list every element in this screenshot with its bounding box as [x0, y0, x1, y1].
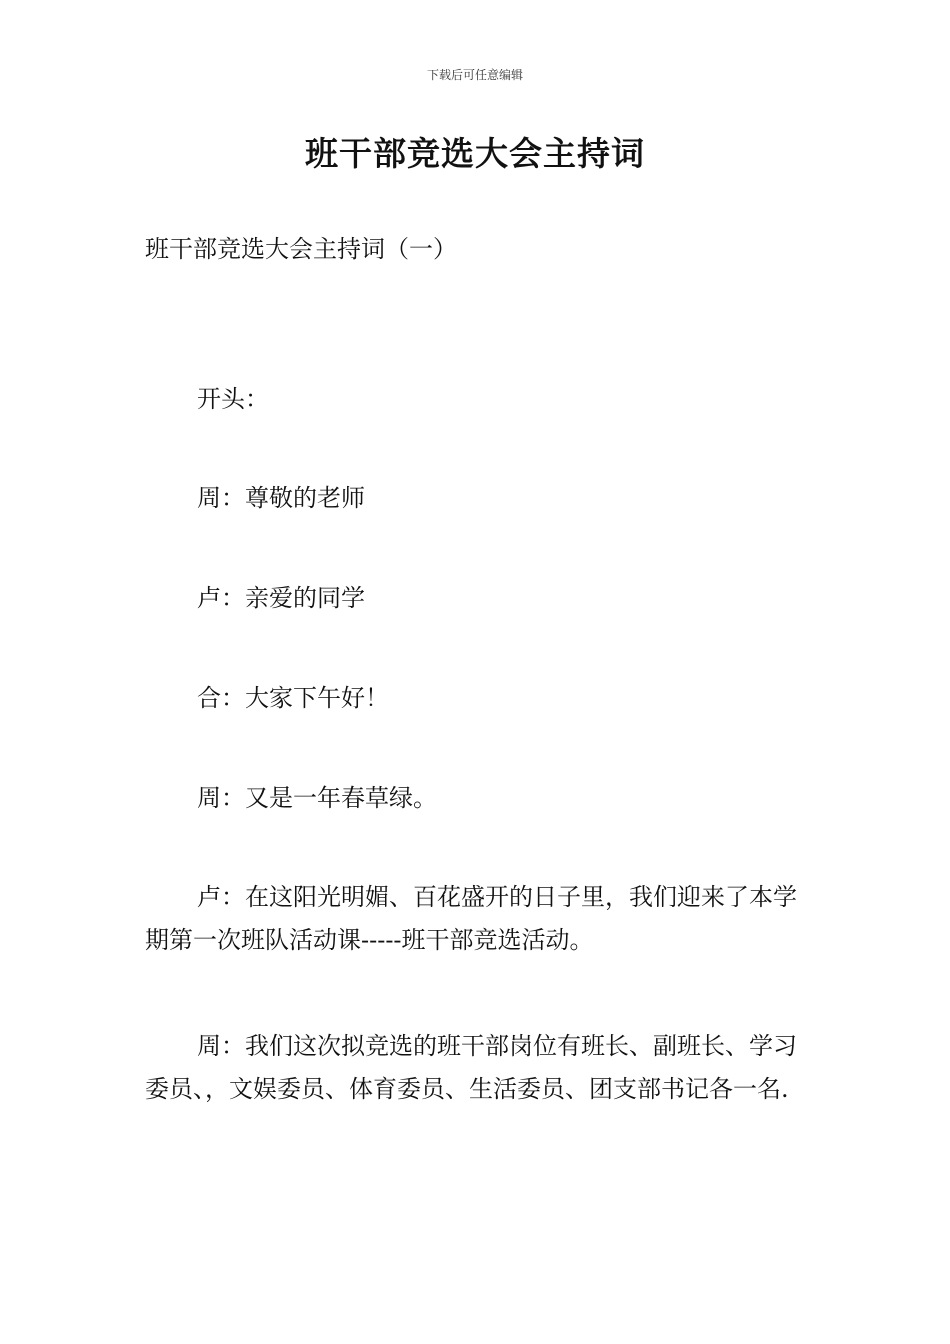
header-note: 下载后可任意编辑 — [426, 68, 523, 82]
paragraph-opening: 开头： — [197, 385, 269, 413]
paragraph-line: 周：又是一年春草绿。 — [197, 784, 437, 812]
document-subtitle: 班干部竞选大会主持词（一） — [145, 235, 457, 263]
paragraph-line: 卢：在这阳光明媚、百花盛开的日子里，我们迎来了本学期第一次班队活动课-----班干部竞选活动。 — [145, 883, 797, 954]
document-title: 班干部竞选大会主持词 — [305, 134, 645, 173]
paragraph-line: 合：大家下午好！ — [197, 684, 389, 712]
paragraph-line: 周：尊敬的老师 — [197, 484, 365, 512]
paragraph-line: 卢：亲爱的同学 — [197, 584, 365, 612]
paragraph-line: 周：我们这次拟竞选的班干部岗位有班长、副班长、学习委员、，文娱委员、体育委员、生活委员、团支部书记各一名. — [145, 1032, 797, 1103]
